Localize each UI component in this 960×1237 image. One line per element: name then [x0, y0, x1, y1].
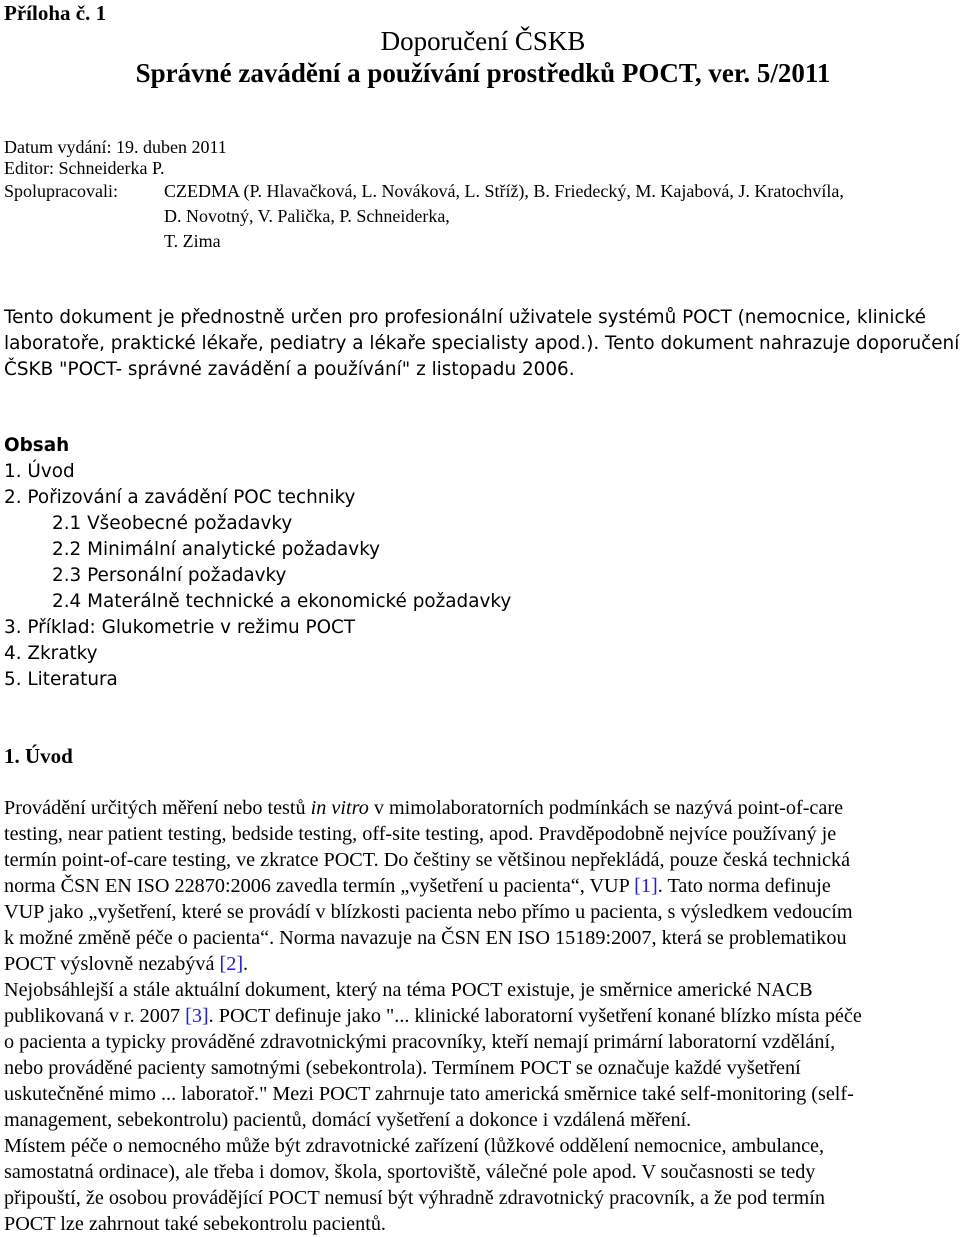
- appendix-label: Příloha č. 1: [4, 1, 107, 25]
- section-body: [4, 795, 960, 1237]
- paragraph-line: uskutečněné mimo ... laboratoř." Mezi POCT zahrnuje tato americká směrnice také self-monitoring (self-: [4, 1083, 854, 1105]
- collaborators-label: Spolupracovali:: [4, 181, 118, 201]
- document-title: Doporučení ČSKB: [380, 26, 586, 56]
- toc-item: 2.1 Všeobecné požadavky: [52, 513, 293, 534]
- paragraph-line: publikovaná v r. 2007 [3]. POCT definuje jako "... klinické laboratorní vyšetření konané blízko místa péče: [4, 1005, 862, 1027]
- toc-item: 5. Literatura: [4, 669, 118, 690]
- document-subtitle: Správné zavádění a používání prostředků POCT, ver. 5/2011: [135, 58, 831, 88]
- paragraph: [4, 1133, 960, 1237]
- intro-paragraph: [4, 305, 960, 383]
- intro-line: laboratoře, praktické lékaře, pediatry a lékaře specialisty apod.). Tento dokument nahrazuje doporučení: [4, 333, 960, 354]
- issue-date: Datum vydání: 19. duben 2011: [4, 137, 227, 157]
- toc-item: 3. Příklad: Glukometrie v režimu POCT: [4, 617, 356, 638]
- paragraph-line: o pacienta a typicky prováděné zdravotnickými pracovníky, kteří nemají primární laboratorní vzdělání,: [4, 1031, 836, 1053]
- intro-line: ČSKB "POCT- správné zavádění a používání" z listopadu 2006.: [4, 359, 575, 380]
- paragraph-line: připouští, že osobou provádějící POCT nemusí být výhradně zdravotnický pracovník, a že pod termín: [4, 1187, 825, 1209]
- paragraph-line: norma ČSN EN ISO 22870:2006 zavedla termín „vyšetření u pacienta“, VUP [1]. Tato norma definuje: [4, 875, 831, 897]
- toc-item: 4. Zkratky: [4, 643, 98, 664]
- reference-link-2[interactable]: [2]: [219, 953, 244, 975]
- toc-heading: Obsah: [4, 435, 70, 456]
- toc-item: 2. Pořizování a zavádění POC techniky: [4, 487, 356, 508]
- editor: Editor: Schneiderka P.: [4, 158, 165, 178]
- paragraph: [4, 795, 960, 977]
- toc-item: 2.3 Personální požadavky: [52, 565, 287, 586]
- intro-line: Tento dokument je přednostně určen pro profesionální uživatele systémů POCT (nemocnice, klinické: [4, 307, 926, 328]
- paragraph-line: VUP jako „vyšetření, které se provádí v blízkosti pacienta nebo přímo u pacienta, s výsledkem vedoucím: [4, 901, 853, 923]
- toc-item: 2.2 Minimální analytické požadavky: [52, 539, 381, 560]
- paragraph: [4, 977, 960, 1133]
- paragraph-line: termín point-of-care testing, ve zkratce POCT. Do češtiny se většinou nepřekládá, pouze česká technická: [4, 849, 851, 871]
- paragraph-line: testing, near patient testing, bedside testing, off-site testing, apod. Pravděpodobně nejvíce používaný je: [4, 823, 837, 845]
- paragraph-line: Místem péče o nemocného může být zdravotnické zařízení (lůžkové oddělení nemocnice, ambulance,: [4, 1135, 825, 1157]
- paragraph-line: management, sebekontrolu) pacientů, domácí vyšetření a dokonce i vzdálená měření.: [4, 1109, 692, 1131]
- paragraph-line: POCT lze zahrnout také sebekontrolu pacientů.: [4, 1213, 386, 1235]
- paragraph-line: Provádění určitých měření nebo testů in vitro v mimolaboratorních podmínkách se nazývá point-of-care: [4, 797, 844, 819]
- collaborators-line: D. Novotný, V. Palička, P. Schneiderka,: [164, 206, 450, 226]
- latin-term: in vitro: [310, 797, 369, 819]
- paragraph-line: POCT výslovně nezabývá [2].: [4, 953, 249, 975]
- collaborators-line: CZEDMA (P. Hlavačková, L. Nováková, L. Stříž), B. Friedecký, M. Kajabová, J. Kratochvíla,: [164, 181, 844, 201]
- reference-link-1[interactable]: [1]: [634, 875, 658, 897]
- paragraph-line: samostatná ordinace), ale třeba i domov, škola, sportoviště, válečné pole apod. V současnosti se tedy: [4, 1161, 816, 1183]
- paragraph-line: Nejobsáhlejší a stále aktuální dokument, který na téma POCT existuje, je směrnice americké NACB: [4, 979, 813, 1001]
- reference-link-3[interactable]: [3]: [185, 1005, 209, 1027]
- section-heading: 1. Úvod: [4, 744, 73, 768]
- toc-item: 1. Úvod: [4, 461, 75, 482]
- collaborators-line: T. Zima: [164, 231, 221, 251]
- toc-item: 2.4 Materálně technické a ekonomické požadavky: [52, 591, 512, 612]
- paragraph-line: nebo prováděné pacienty samotnými (sebekontrola). Termínem POCT se označuje každé vyšetření: [4, 1057, 801, 1079]
- paragraph-line: k možné změně péče o pacienta“. Norma navazuje na ČSN EN ISO 15189:2007, která se problematikou: [4, 927, 847, 949]
